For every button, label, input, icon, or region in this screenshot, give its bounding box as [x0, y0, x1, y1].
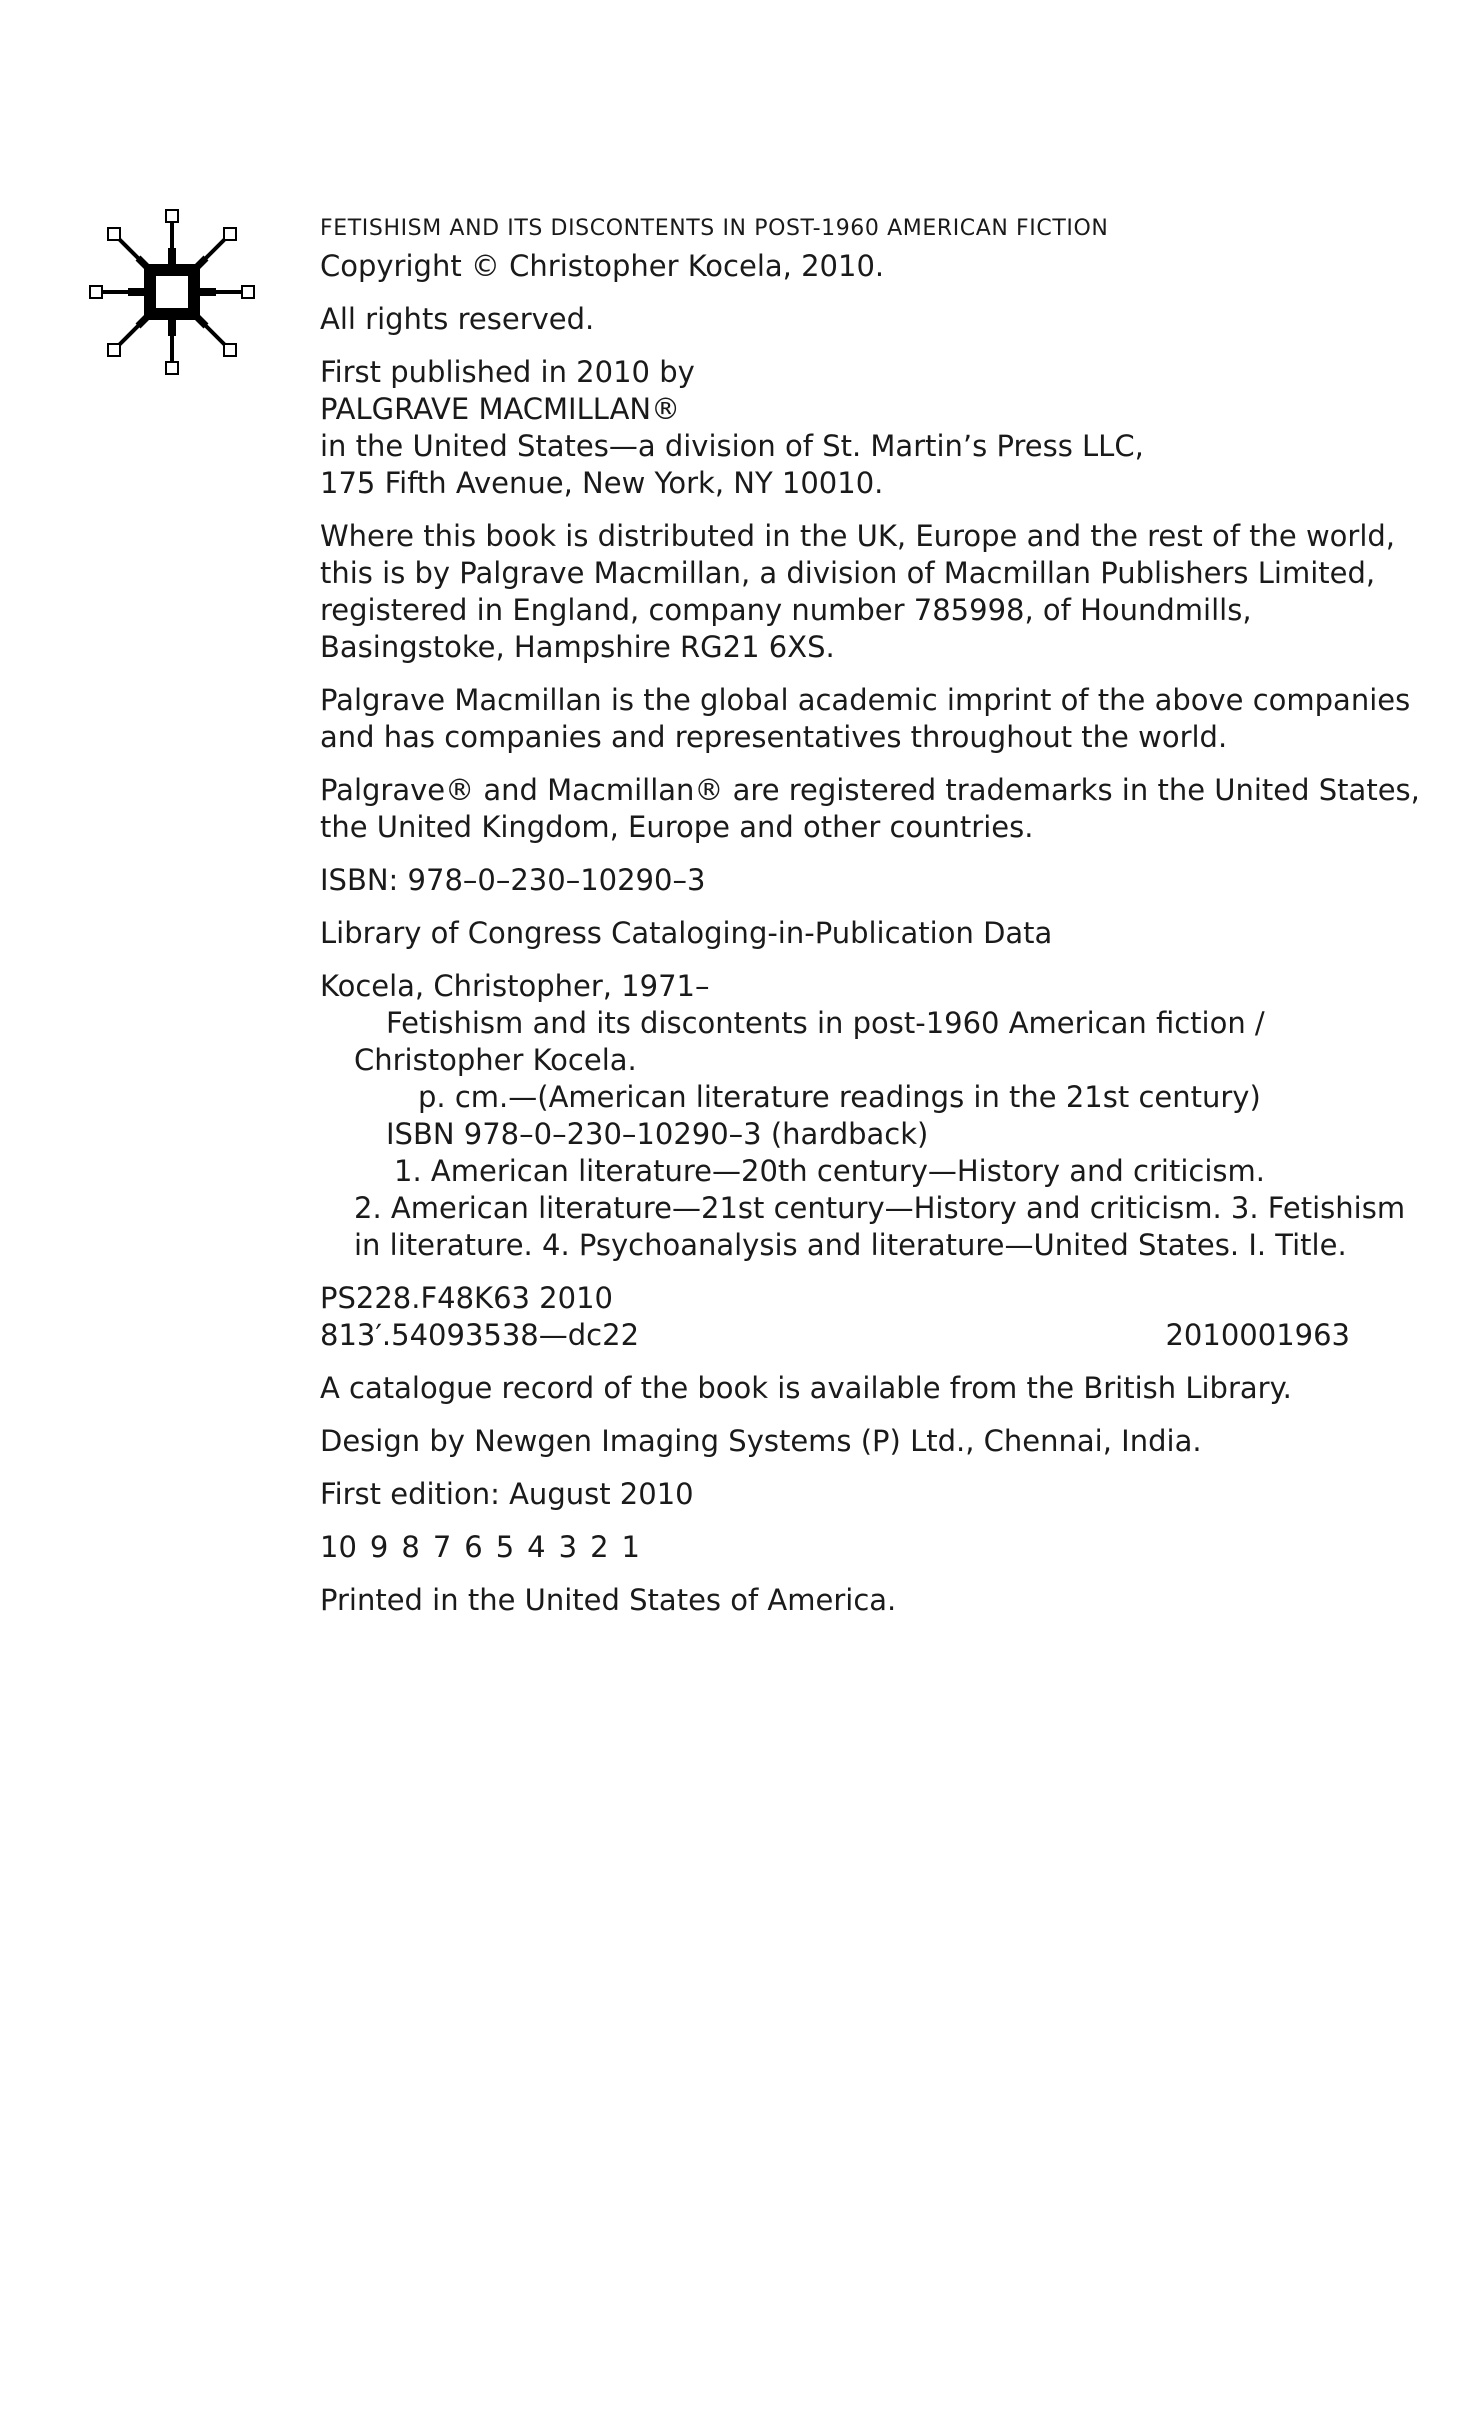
- design-credit: Design by Newgen Imaging Systems (P) Ltd., Chennai, India.: [320, 1424, 1202, 1458]
- rights-line: All rights reserved.: [320, 302, 595, 336]
- copyright-page: [320, 216, 1420, 1635]
- cip-block: [320, 968, 1406, 1264]
- cip-isbn: ISBN 978–0–230–10290–3 (hardback): [386, 1117, 929, 1151]
- printing-number: 1: [621, 1530, 640, 1564]
- imprint-line: Palgrave Macmillan is the global academic imprint of the above companies: [320, 683, 1411, 717]
- trademarks-block: [320, 772, 1420, 846]
- dewey-row: [320, 1317, 1350, 1354]
- cip-title-cont: Christopher Kocela.: [354, 1043, 637, 1077]
- distribution-block: [320, 518, 1396, 666]
- isbn-line: ISBN: 978–0–230–10290–3: [320, 863, 706, 897]
- printing-number: 7: [432, 1530, 452, 1564]
- classification-block: [320, 1280, 1350, 1354]
- distribution-line: registered in England, company number 785998, of Houndmills,: [320, 593, 1252, 627]
- imprint-block: [320, 682, 1411, 756]
- cip-title: Fetishism and its discontents in post-1960 American fiction /: [386, 1006, 1265, 1040]
- printing-number: 6: [464, 1530, 483, 1564]
- cip-author: Kocela, Christopher, 1971–: [320, 969, 710, 1003]
- british-library-line: A catalogue record of the book is available from the British Library.: [320, 1371, 1292, 1405]
- printing-number: 9: [369, 1530, 389, 1564]
- printing-number: 10: [320, 1530, 357, 1564]
- imprint-line: and has companies and representatives throughout the world.: [320, 720, 1228, 754]
- cip-heading: Library of Congress Cataloging-in-Publication Data: [320, 916, 1053, 950]
- copyright-line: Copyright © Christopher Kocela, 2010.: [320, 249, 885, 283]
- first-published-line: First published in 2010 by: [320, 355, 695, 389]
- trademarks-line: Palgrave® and Macmillan® are registered trademarks in the United States,: [320, 773, 1420, 807]
- publisher-name: PALGRAVE MACMILLAN®: [320, 392, 681, 426]
- cip-series: p. cm.—(American literature readings in the 21st century): [418, 1080, 1261, 1114]
- lc-classification: PS228.F48K63 2010: [320, 1281, 613, 1315]
- trademarks-line: the United Kingdom, Europe and other countries.: [320, 810, 1034, 844]
- publisher-ornament-icon: [88, 208, 256, 376]
- cip-subjects: 1. American literature—20th century—History and criticism.: [394, 1154, 1265, 1188]
- distribution-line: Where this book is distributed in the UK, Europe and the rest of the world,: [320, 519, 1396, 553]
- printing-number: 2: [590, 1530, 609, 1564]
- first-published-block: [320, 354, 1350, 502]
- publisher-address: 175 Fifth Avenue, New York, NY 10010.: [320, 466, 884, 500]
- printing-number: 4: [527, 1530, 546, 1564]
- printed-in-line: Printed in the United States of America.: [320, 1583, 897, 1617]
- cip-subjects-cont: 2. American literature—21st century—History and criticism. 3. Fetishism: [354, 1191, 1406, 1225]
- dewey-classification: 813′.54093538—dc22: [320, 1318, 640, 1352]
- cip-subjects-cont: in literature. 4. Psychoanalysis and literature—United States. I. Title.: [354, 1228, 1347, 1262]
- edition-line: First edition: August 2010: [320, 1477, 694, 1511]
- distribution-line: Basingstoke, Hampshire RG21 6XS.: [320, 630, 835, 664]
- printing-number: 8: [401, 1530, 420, 1564]
- running-head: FETISHISM AND ITS DISCONTENTS IN POST-1960 AMERICAN FICTION: [320, 216, 1109, 241]
- printing-number: 3: [558, 1530, 578, 1564]
- publisher-division: in the United States—a division of St. Martin’s Press LLC,: [320, 429, 1144, 463]
- printing-number: 5: [495, 1530, 515, 1564]
- lccn: 2010001963: [1165, 1318, 1350, 1352]
- distribution-line: this is by Palgrave Macmillan, a division of Macmillan Publishers Limited,: [320, 556, 1376, 590]
- printing-line: [320, 1529, 1350, 1566]
